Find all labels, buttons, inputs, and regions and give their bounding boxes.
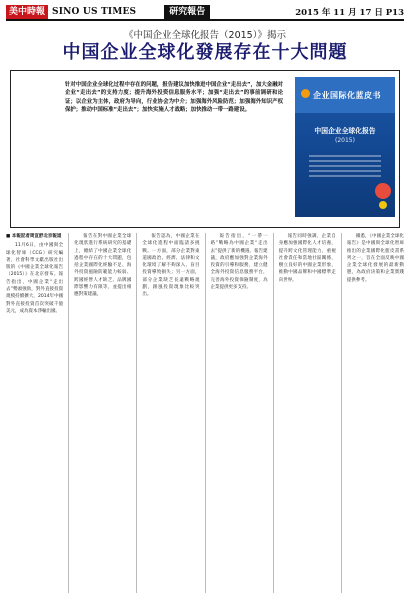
column-divider bbox=[341, 233, 342, 593]
paragraph: 報告同時強調，企業自身應加強國際化人才培養，提升跨文化管理能力，重視社會責任和當地社區關係，樹立良好的中國企業形象，推動中國品牌和中國標準走向世界。 bbox=[278, 234, 336, 283]
byline: ■ 本報記者周宣舒北京報道 bbox=[6, 234, 62, 239]
book-cover-image bbox=[295, 77, 395, 217]
article-kicker: 《中国企业全球化报告（2015）》揭示 bbox=[124, 30, 286, 41]
paragraph: 11月6日，由中國與全球化智庫（CCG）研究編著，社會科學文獻出版社出版的《中國企業全球化報告（2015）》在北京發布。報告指出，中國企業“走出去”勢頭強勁，對外直接投資規模持續擴大，2014年中國對外直接投資首次突破千億美元，成為資本淨輸出國。 bbox=[6, 243, 64, 314]
masthead bbox=[6, 5, 404, 21]
newspaper-logo: 美中時報 bbox=[6, 5, 48, 19]
cover-series-title: 企业国际化蓝皮书 bbox=[313, 91, 381, 100]
section-label: 研究報告 bbox=[164, 5, 210, 19]
cover-title: 中国企业全球化报告 bbox=[314, 127, 376, 135]
cover-dot-icon bbox=[379, 201, 387, 209]
newspaper-name: SINO US TIMES bbox=[52, 7, 137, 17]
column-3 bbox=[142, 233, 199, 593]
column-4 bbox=[211, 233, 268, 593]
cover-logo-icon bbox=[301, 89, 310, 98]
cover-decoration bbox=[309, 155, 381, 180]
column-1 bbox=[6, 233, 63, 593]
paragraph: 報告認為，中國企業在全球化進程中面臨諸多挑戰。一方面，部分企業對東道國政治、經濟、法律和文化環境了解不夠深入，盲目投資導致損失；另一方面，部分企業缺乏長遠戰略規劃，跟風投資現象比較突出。 bbox=[142, 234, 200, 298]
cover-badge-icon bbox=[375, 183, 391, 199]
lead-paragraph: 针对中国企业全球化过程中存在的问题，报告建议加快推进中国企业“走出去”，加大金融对企业“走出去”的支持力度；提升海外投资信息服务水平；加强“走出去”的事前调研和论证；以企业为主体，政府为导向，行业协会为中介；加强海外风险防范；加强海外知识产权保护；推动中国标准“走出去”；加快实施人才战略；加快推动一带一路建设。 bbox=[65, 82, 283, 114]
dateline: 2015 年 11 月 17 日 P13 bbox=[295, 8, 404, 18]
paragraph: 據悉，《中國企業全球化報告》是中國與全球化智庫推出的企業國際化藍皮書系列之一，旨在全面反映中國企業全球化發展的最新動態，為政府決策和企業實踐提供參考。 bbox=[346, 234, 405, 283]
paragraph: 報告指出，“一帶一路”戰略為中國企業“走出去”提供了新的機遇。報告建議，政府應加強對企業海外投資的引導和服務，建立健全海外投資信息服務平台，完善海外投資保險制度，為企業提供更多支持。 bbox=[210, 234, 268, 291]
column-6 bbox=[347, 233, 404, 593]
lead-box bbox=[10, 70, 400, 228]
column-divider bbox=[136, 233, 137, 593]
column-2 bbox=[74, 233, 131, 593]
cover-year: (2015) bbox=[335, 137, 355, 144]
column-5 bbox=[279, 233, 336, 593]
column-divider bbox=[205, 233, 206, 593]
article-body bbox=[6, 233, 404, 593]
column-divider bbox=[68, 233, 69, 593]
article-headline: 中国企业全球化發展存在十大問題 bbox=[62, 42, 348, 63]
column-divider bbox=[273, 233, 274, 593]
paragraph: 報告在對中國企業全球化現狀進行系統研究的基礎上，總結了中國企業全球化過程中存在的十大問題，包括企業國際化經驗不足、海外投資風險防範能力較弱、跨國經營人才缺乏、品牌國際影響力有限等，並提出相應對策建議。 bbox=[74, 234, 132, 298]
